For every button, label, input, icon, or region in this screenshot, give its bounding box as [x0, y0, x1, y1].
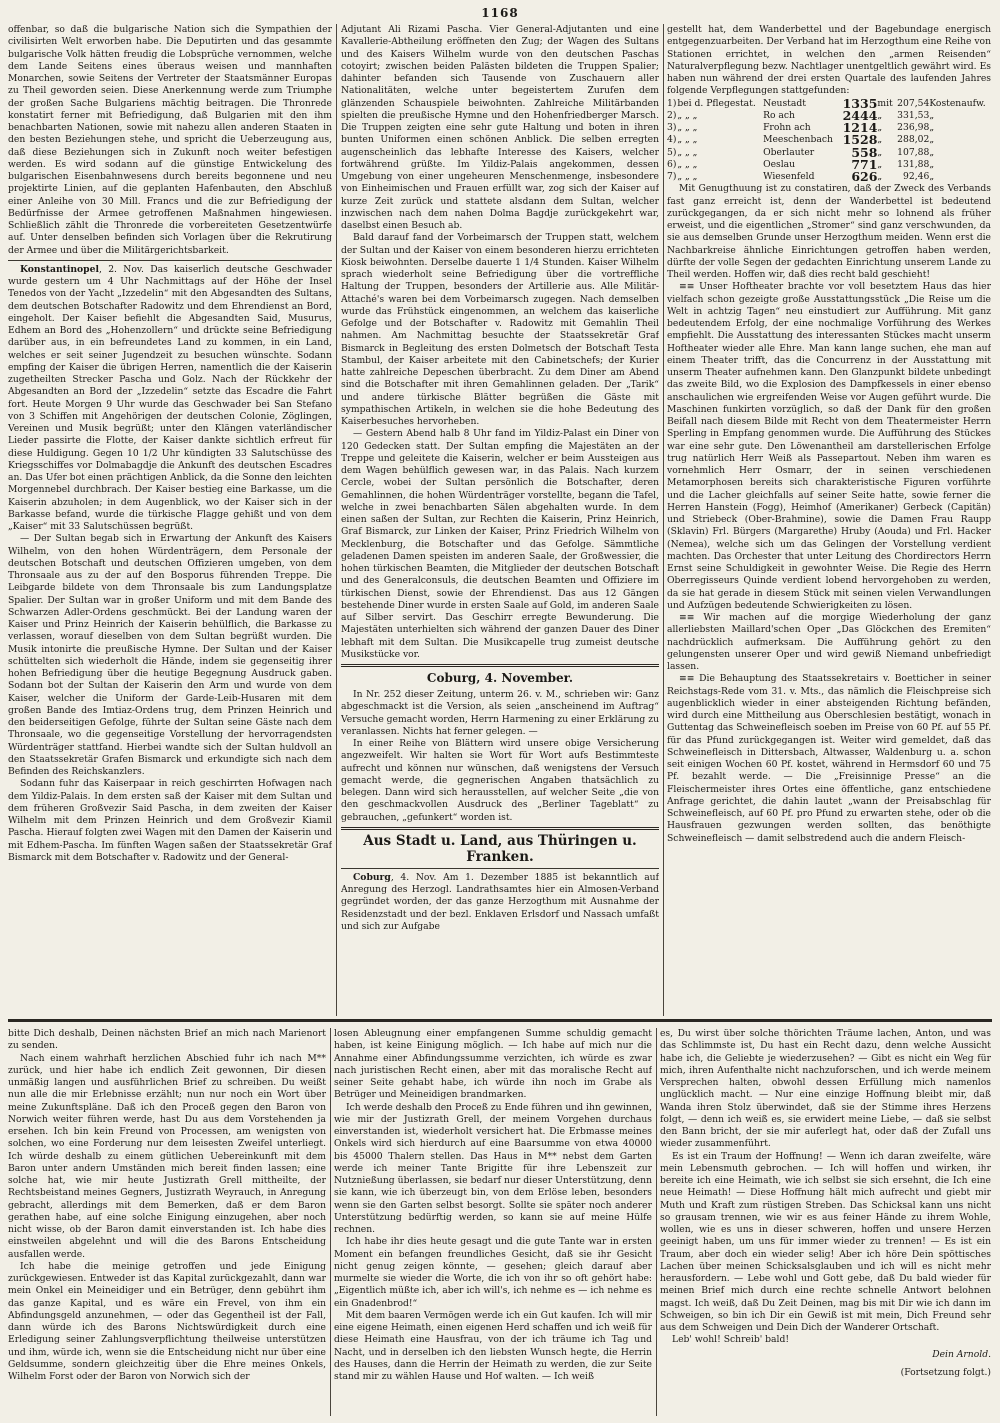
continued-note: (Fortsetzung folgt.) — [900, 1366, 991, 1378]
row-unit: „ — [877, 146, 883, 158]
row-unit: mit — [877, 97, 893, 109]
column-rule — [663, 24, 664, 1016]
serial-paragraph: Ich werde deshalb den Proceß zu Ende führen und ihn gewinnen, wie mir der Justizrath Grell, der meinem Vorgehen durchaus einverstanden ist, wiederholt versichert hat. Die Erbmasse meines Onkels wird sich hierdurch auf eine Baarsumme von etwa 40000 bis 45000 Thalern stellen. Das Haus in M** nebst dem Garten werde ich meiner Tante Brigitte für ihre Lebenszeit zur Nutznießung überlassen, sie bedarf nur dieser Unterstützung, denn sie kann, wie ich überzeugt bin, von dem Erlöse leben, besonders wenn sie den Garten selbst besorgt. Sollte sie später noch anderer Unterstützung bedürftig werden, so kann sie auf meine Hülfe rechnen. — [334, 1101, 652, 1235]
amount-value: 236,98 — [897, 122, 930, 133]
serial-paragraph: Ich habe die meinige getroffen und jede Einigung zurückgewiesen. Entweder ist das Kapital zurückgezahlt, dann war mein Onkel ein Meineidiger und ein Betrüger, denn gebührt ihm das ganze Kapital, und es wäre ein Frevel, von ihm ein Abfindungsgeld anzunehmen, — oder das Gegentheil ist der Fall, dann würde ich des Barons Nichtswürdigkeit durch eine Erledigung seiner Zahlungsverpflichtung theilweise unterstützen und ihm, würde ich, wenn sie die Entscheidung nicht nur über eine Geldsumme, sondern gleichzeitig über die Ehre meines Onkels, Wilhelm Forst oder der Baron von Norwich sich der — [8, 1260, 326, 1382]
column-2 — [341, 24, 659, 1016]
article-paragraph: offenbar, so daß die bulgarische Nation sich die Sympathien der civilisirten Welt erworben habe. Die Deputirten und das gesammte bulgarische Volk hätten freudig die Lobsprüche vernommen, welche dem Lande Seitens eines überaus weisen und mannhaften Monarchen, sowie Seitens der Vertreter der Staatsmänner Europas zu Theil geworden seien. Diese Anerkennung werde zum Triumphe der großen Sache Bulgariens mächtig beitragen. Die Thronrede konstatirt ferner mit Befriedigung, daß Bulgarien mit den ihm benachbarten Nationen, sowie mit nahezu allen anderen Staaten in den besten Beziehungen stehe, und spricht die Ueberzeugung aus, daß diese Beziehungen sich in Zukunft noch weiter befestigen werden. Es wird sodann auf die günstige Entwickelung des bulgarischen Eisenbahnwesens durch bereits begonnene und neu projektirte Linien, auf die geplanten Hafenbauten, den Abschluß einer Anleihe von 30 Mill. Francs und die zur Befriedigung der Bedürfnisse der Armee getroffenen Maßnahmen hingewiesen. Schließlich zählt die Thronrede die vorbereiteten Gesetzentwürfe auf. Unter denselben befinden sich Vorlagen über die Rekrutirung der Armee und über die Militärgerichtsbarkeit. — [8, 24, 332, 256]
column-1 — [8, 24, 332, 1016]
station-name: Oeslau — [763, 158, 796, 170]
row-number: 5) — [667, 146, 677, 158]
serial-paragraph: bitte Dich deshalb, Deinen nächsten Brief an mich nach Marienort zu senden. — [8, 1028, 326, 1052]
count-value: 1214 — [842, 120, 878, 135]
article-text: , 4. Nov. Am 1. Dezember 1885 ist bekanntlich auf Anregung des Herzogl. Landrathsamtes hier ein Almosen-Verband gegründet worden, der das ganze Herzogthum mit Ausnahme der Residenzstadt und der bezl. Enklaven Erlsdorf und Nassach umfaßt und sich zur Aufgabe — [341, 871, 659, 932]
serial-paragraph: es, Du wirst über solche thörichten Träume lachen, Anton, und was das Schlimmste ist, Du hast ein Recht dazu, denn welche Aussicht habe ich, die Geliebte je wiederzusehen? — Gibt es nicht ein Weg für mich, ihren Aufenthalte nicht nachzuforschen, und ich werde meinem Versprechen halten, obwohl dessen Erfüllung mich namenlos unglücklich macht. — Nur eine einzige Hoffnung bleibt mir, daß Wanda ihren Stolz überwindet, daß sie der Stimme ihres Herzens folgt, — denn ich weiß es, sie erwidert meine Liebe, — daß sie selbst den Bann bricht, der sie mir auferlegt hat, oder daß der Zufall uns wieder zusammenführt. — [660, 1028, 991, 1150]
row-number: 1) — [667, 97, 677, 109]
row-prefix: „ „ „ — [677, 109, 698, 121]
count-value: 771 — [851, 156, 878, 172]
section-rule — [341, 868, 659, 869]
row-number: 3) — [667, 122, 677, 133]
column-rule — [330, 1028, 331, 1416]
row-unit: „ — [877, 171, 883, 182]
row-unit: „ — [877, 158, 883, 170]
section-rule — [341, 827, 659, 830]
article-paragraph: In einer Reihe von Blättern wird unsere obige Versicherung angezweifelt. Wir halten sie Wort für Wort aufs Bestimmteste aufrecht und können nur wünschen, daß wenigstens der Versuch gemacht werde, die gegnerischen Angaben thatsächlich zu belegen. Dann wird sich herausstellen, auf welcher Seite „die von den geschmackvollen Ausdruck des „Berliner Tageblatt“ zu gebrauchen, „gefunkert“ worden ist. — [341, 738, 659, 823]
serial-paragraph: Es ist ein Traum der Hoffnung! — Wenn ich daran zweifelte, wäre mein Lebensmuth gebrochen. — Ich will hoffen und wirken, ihr bereite ich eine Heimath, wie ich selbst sie sich ersehnt, die Ich eine neue Heimath! — Diese Hoffnung hält mich aufrecht und giebt mir Muth und Kraft zum rüstigen Streben. Das Schicksal kann uns nicht so grausam trennen, wie wir es aus feiner Hände zu ihrem Wohle, wollen, wie es uns in dieser schweren, hoffen und unsere Herzen geeinigt haben, um uns für immer wieder zu trennen! — Es ist ein Traum, aber doch ein wieder selig! Aber ich höre Dein spöttisches Lachen über meinen Schicksalsglauben und ich will es nicht mehr herausfordern. — Lebe wohl und Gott gebe, daß Du bald wieder für meinen Brief mich durch eine rechte schnelle Antwort belohnen magst. Ich weiß, daß Du Zeit Deinen, mag bis mit Dir wie ich dann im Schweigen, so bin ich Dir ein Gewiß ist mit mein, Dich Freund sehr aus dem Schweigen und Dein Dich der Wanderer Ortschaft. — [660, 1150, 991, 1333]
article-divider — [8, 260, 332, 261]
article-paragraph: Adjutant Ali Rizami Pascha. Vier General-Adjutanten und eine Kavallerie-Abtheilung eröffneten den Zug; der Wagen des Sultans und des Kaisers Wilhelm wurde von den deutschen Paschas cotoyirt; zwischen beiden Palästen bildeten die Truppen Spalier; dahinter befanden sich Tausende von Zuschauern aller Nationalitäten, welche unter begeistertem Zurufen dem glänzenden Schauspiele beiwohnten. Zahlreiche Militärbanden spielten die preußische Hymne und den Hohenfriedberger Marsch. Die Truppen zeigten eine sehr gute Haltung und boten in ihren bunten Uniformen einen schönen Anblick. Die selben erregten augenscheinlich das lebhafte Interesse des Kaisers, welcher fortwährend grüßte. Im Yildiz-Palais angekommen, dessen Umgebung von einer ungeheuren Menschenmenge, insbesondere von Einheimischen und Frauen erfüllt war, zog sich der Kaiser auf kurze Zeit zurück und stattete alsdann dem Sultan, welcher inzwischen nach dem nahen Dolma Bagdje zurückgekehrt war, daselbst einen Besuch ab. — [341, 24, 659, 231]
amount-value: 288,02 — [897, 134, 930, 146]
column-rule — [656, 1028, 657, 1416]
count-value: 1335 — [842, 95, 878, 111]
station-name: Oberlauter — [763, 146, 815, 158]
article-paragraph: Bald darauf fand der Vorbeimarsch der Truppen statt, welchem der Sultan und der Kaiser von einem besonderen hierzu errichteten Kiosk beiwohnten. Derselbe dauerte 1 1/4 Stunden. Kaiser Wilhelm sprach wiederholt seine Befriedigung über die vortreffliche Haltung der Truppen, besonders der Artillerie aus. Alle Militär-Attaché's waren bei dem Vorbeimarsch zugegen. Nach demselben wurde das Frühstück eingenommen, an welchem das kaiserliche Gefolge und der Botschafter v. Radowitz mit Gemahlin Theil nahmen. Am Nachmittag besuchte der Staatssekretär Graf Bismarck in Begleitung des ersten Dolmetsch der Botschaft Testa Stambul, der Kaiser arbeitete mit den Cabinetschefs; der Kurier hatte zahlreiche Depeschen überbracht. Zu dem Diner am Abend sind die Botschafter mit ihren Gemahlinnen geladen. Der „Tarik“ und andere türkische Blätter begrüßen die Gäste mit sympathischen Artikeln, in welchen sie die hohe Bedeutung des Kaiserbesuches hervorheben. — [341, 232, 659, 427]
serial-paragraph: Mit dem baaren Vermögen werde ich ein Gut kaufen. Ich will mir eine eigene Heimath, einen eigenen Herd schaffen und ich weiß für diese Heimath eine Hausfrau, von der ich träume ich Tag und Nacht, und in derselben ich den liebsten Wunsch hegte, die Herrin des Hauses, dann die Herrin der Heimath zu werden, die zur Seite stand mir zu wählen Hause und Hof walten. — Ich weiß — [334, 1309, 652, 1382]
row-unit: „ — [877, 134, 883, 146]
row-suffix: „ — [929, 109, 935, 121]
serial-paragraph: losen Ableugnung einer empfangenen Summe schuldig gemacht haben, ist keine Einigung möglich. — Ich habe auf mich nur die Annahme einer Abfindungssumme verzichten, ich würde es zwar nach juristischen Recht einen, aber mit das moralische Recht auf seiner Seite gehabt habe, ich würde ihn noch im Grabe als Betrüger und Meineidigen brandmarken. — [334, 1028, 652, 1101]
article-paragraph: ≡≡ Unser Hoftheater brachte vor voll besetztem Haus das hier vielfach schon gezeigte große Ausstattungsstück „Die Reise um die Welt in achtzig Tagen“ neu einstudiert zur Aufführung. Mit ganz bedeutendem Erfolg, der eine nochmalige Vorführung des Werkes empfiehlt. Die Ausstattung des interessanten Stückes macht unserm Hoftheater wieder alle Ehre. Man kann lange suchen, ehe man auf einem Theater trifft, das die Concurrenz in der Ausstattung mit unserm Theater aufnehmen kann. Den Glanzpunkt bildete unbedingt das zweite Bild, wo die Explosion des Dampfkessels in einer ebenso anschaulichen wie ergreifenden Weise vor Augen geführt wurde. Die Maschinen funkirten vorzüglich, so daß der Dank für den großen Beifall nach diesem Bilde mit Recht von dem Theatermeister Herrn Sperling in Empfang genommen wurde. Die Aufführung des Stückes war eine sehr gute. Den Löwenantheil am darstellerischen Erfolge trug natürlich Herr Weiß als Passepartout. Neben ihm waren es vornehmlich Herr Osmarr, der in seinen verschiedenen Metamorphosen bereits sich charakteristische Figuren vorführte und die Lacher gleichfalls auf seiner Seite hatte, sowie ferner die Herren Hanstein (Fogg), Heimhof (Amerikaner) Gerbeck (Capitän) und Striebeck (Ober-Brahmine), sowie die Damen Frau Raupp (Sklavin) Frl. Bürgers (Margarethe) Hruby (Aouda) und Frl. Hacker (Nemea), welche sich um das Gelingen der Vorstellung verdient machten. Das Orchester that unter Leitung des Chordirectors Herrn Ernst seine Schuldigkeit in gewohnter Weise. Die Regie des Herrn Oberregisseurs Quinde verdient lobend hervorgehoben zu werden, da sie hat gerade in diesem Stück mit seinen vielen Verwandlungen und Aufzügen bedeutende Schwierigkeiten zu lösen. — [667, 281, 991, 611]
row-number: 4) — [667, 134, 677, 146]
station-name: Ro ach — [763, 109, 795, 121]
dateline: Konstantinopel — [20, 263, 99, 275]
section-heading-local: Aus Stadt u. Land, aus Thüringen u. Franken. — [363, 832, 637, 865]
section-rule — [341, 664, 659, 667]
article-text: , 2. Nov. Das kaiserlich deutsche Geschwader wurde gestern um 4 Uhr Nachmittags auf der Höhe der Insel Tenedos von der Yacht „Izzedelin“ mit den Abgesandten des Sultans, dem deutschen Botschafter Radowitz und dem Ehrendienst an Bord, eingeholt. Der Kaiser befiehlt die Abgesandten Said, Musurus, Edhem an Bord des „Hohenzollern“ und drückte seine Befriedigung darüber aus, in ein befreundetes Land zu kommen, in ein Land, welches er seit seiner Jugendzeit zu besuchen wünschte. Sodann empfing der Kaiser die übrigen Herren, namentlich die der Kaiserin zugetheilten Strecker Pascha und Golz. Nach der Rückkehr der Abgesandten an Bord der „Izzedelin“ setzte das Escadre die Fahrt fort. Heute Morgen 9 Uhr wurde das Geschwader bei San Stefano von 3 Schiffen mit Angehörigen der deutschen Colonie, Zöglingen, Vereinen und Musik begrüßt; unter den Klängen vaterländischer Lieder passirte die Flotte, der Kaiser dankte sichtlich erfreut für diese Huldigung. Gegen 10 1/2 Uhr kündigten 33 Salutschüsse des Kriegsschiffes vor Dolmabagdje die Ankunft des deutschen Escadres an. Das Ufer bot einen prächtigen Anblick, da die Sonne den leichten Morgennebel durchbrach. Der Kaiser bestieg eine Barkasse, um die Kaiserin abzuholen; in dem Augenblick, wo der Kaiser sich in der Barkasse befand, wurde die türkische Flagge gehißt und von dem „Kaiser“ mit 33 Salutschüssen begrüßt. — [8, 263, 332, 532]
article-paragraph: Mit Genugthuung ist zu constatiren, daß der Zweck des Verbands fast ganz erreicht ist, denn der Wanderbettel ist bedeutend zurückgegangen, da er sich nicht mehr so lohnend als früher erweist, und die eigentlichen „Stromer“ sind ganz verschwunden, da sie aus demselben Grunde unser Herzogthum meiden. Wenn erst die Nachbarkreise ähnliche Einrichtungen getroffen haben werden, dürfte der volle Segen der gedachten Einrichtung unserem Lande zu Theil werden. Hoffen wir, daß dies recht bald geschieht! — [667, 183, 991, 280]
section-heading-coburg: Coburg, 4. November. — [426, 671, 574, 685]
amount-value: 107,88 — [897, 146, 930, 158]
statistics-table — [667, 95, 991, 184]
serial-paragraph: Ich habe ihr dies heute gesagt und die gute Tante war in ersten Moment ein befangen freundliches Gesicht, daß sie ihr Gesicht nicht genug zeigen könnte, — gesehen; gleich darauf aber murmelte sie wieder die Worte, die ich von ihr so oft gehört habe: „Eigentlich müßte ich, aber ich will's, ich nehme es — ich nehme es ein Gnadenbrod!“ — [334, 1236, 652, 1309]
article-paragraph: — Der Sultan begab sich in Erwartung der Ankunft des Kaisers Wilhelm, von den hohen Würdenträgern, dem Personale der deutschen Botschaft und deutschen Offizieren umgeben, von dem Thronsaale aus zu der auf den Bosporus führenden Treppe. Die Leibgarde bildete von dem Thronsaale bis zum Landungsplatze Spalier. Der Sultan war in großer Uniform und mit dem Bande des Schwarzen Adler-Ordens geschmückt. Bei der Landung waren der Kaiser und Prinz Heinrich der Kaiserin behülflich, die Barkasse zu verlassen, worauf dieselben von dem Sultan begrüßt wurden. Die Musik intonirte die preußische Hymne. Der Sultan und der Kaiser schüttelten sich wiederholt die Hände, indem sie gegenseitig ihrer hohen Befriedigung über die heutige Begegnung Ausdruck gaben. Sodann bot der Sultan der Kaiserin den Arm und wurde von dem Kaiser, welcher die Uniform der Garde-Leib-Husaren mit dem großen Bande des Imtiaz-Ordens trug, dem Prinzen Heinrich und den beiderseitigen Gefolge, führte der Sultan seine Gäste nach dem Thronsaale, wo die gegenseitige Vorstellung der hervorragendsten Würdenträger stattfand. Hierbei wandte sich der Sultan huldvoll an den Staatssekretär Grafen Bismarck und erkundigte sich nach dem Befinden des Reichskanzlers. — [8, 533, 332, 777]
column-rule — [336, 24, 337, 1016]
serial-column-1 — [8, 1028, 326, 1416]
column-3 — [667, 24, 991, 1016]
article-paragraph: In Nr. 252 dieser Zeitung, unterm 26. v. M., schrieben wir: Ganz abgeschmackt ist die Version, als seien „anscheinend im Auftrag“ Versuche gemacht worden, Herrn Harmening zu einer Erklärung zu veranlassen. Nichts hat ferner gelegen. — — [341, 689, 659, 737]
row-suffix: „ — [929, 146, 935, 158]
statistics-row — [667, 134, 991, 146]
station-name: Neustadt — [763, 97, 806, 109]
count-value: 626 — [851, 169, 878, 184]
row-prefix: „ „ „ — [677, 158, 698, 170]
article-paragraph — [8, 264, 332, 534]
row-prefix: „ „ „ — [677, 171, 698, 182]
statistics-row — [667, 110, 991, 122]
row-suffix: „ — [929, 171, 935, 182]
amount-value: 131,88 — [897, 158, 930, 170]
row-suffix: „ — [929, 122, 935, 133]
amount-value: 92,46 — [903, 171, 930, 182]
serial-column-3 — [660, 1028, 991, 1416]
row-prefix: „ „ „ — [677, 134, 698, 146]
serial-paragraph: Nach einem wahrhaft herzlichen Abschied fuhr ich nach M** zurück, und hier habe ich endlich Zeit gewonnen, Dir diesen unmäßig langen und ausführlichen Brief zu schreiben. Du weißt nun alle die mir Erlebnisse erzählt; nun nur noch ein Wort über meine Zukunftspläne. Daß ich den Proceß gegen den Baron von Norwich weiter führen werde, hast Du aus dem Vorstehenden ja ersehen. Ich bin kein Freund von Processen, am wenigsten von solchen, wo eine Forderung nur dem leisesten Zweifel unterliegt. Ich würde deshalb zu einem gütlichen Uebereinkunft mit dem Baron unter andern Umständen mich bereit finden lassen; eine solche hat, wie mir heute Justizrath Grell mittheilte, der Rechtsbeistand meines Gegners, Justizrath Weyrauch, in Anregung gebracht, allerdings mit dem Bemerken, daß er dem Baron gerathen habe, auf eine solche Einigung einzugehen, aber noch nicht wisse, ob der Baron damit einverstanden ist. Ich habe dies einstweilen abgelehnt und will die des Barons Entscheidung ausfallen werde. — [8, 1052, 326, 1260]
row-suffix: „ — [929, 158, 935, 170]
statistics-row — [667, 147, 991, 159]
amount-value: 207,54 — [897, 97, 930, 109]
row-unit: „ — [877, 122, 883, 133]
serial-column-2 — [334, 1028, 652, 1416]
row-prefix: „ „ „ — [677, 122, 698, 133]
dateline: Coburg — [353, 871, 391, 883]
statistics-row — [667, 98, 991, 110]
article-paragraph: ≡≡ Die Behauptung des Staatssekretairs v. Boetticher in seiner Reichstags-Rede vom 31. v. Mts., das nämlich die Fleischpreise sich augenblicklich wieder in einer absteigenden Richtung befänden, wird durch eine Mittheilung aus Oberschlesien bestätigt, wonach in Guttentag das Schweinefleisch soeben im Preise von 60 Pf. auf 55 Pf. für das Pfund zurückgegangen ist. Weiter wird gemeldet, daß das Schweinefleisch in Dittersbach, Altwasser, Waldenburg u. a. schon seit einigen Wochen 60 Pf. kostet, während in Hermsdorf 60 und 75 Pf. bezahlt werde. — Die „Freisinnige Presse“ an die Fleischermeister ihres Ortes eine öffentliche, ganz entschiedene Anfrage gerichtet, die dahin lautet „wann der Preisabschlag für Schweinefleisch, auf 60 Pf. pro Pfund zu erwarten stehe, oder ob die Hausfrauen gezwungen werden sollten, das benöthigte Schweinefleisch — damit selbstredend auch die andern Fleisch- — [667, 673, 991, 844]
article-paragraph: ≡≡ Wir machen auf die morgige Wiederholung der ganz allerliebsten Maillard'schen Oper „Das Glöckchen des Eremiten“ nachdrücklich aufmerksam. Die Aufführung gehört zu den gelungensten unserer Oper und wird gewiß Niemand unbefriedigt lassen. — [667, 612, 991, 672]
article-paragraph — [341, 872, 659, 933]
row-number: 7) — [667, 171, 677, 182]
row-suffix: „ — [929, 134, 935, 146]
row-number: 2) — [667, 109, 677, 121]
statistics-row — [667, 122, 991, 134]
count-value: 558 — [851, 144, 878, 160]
section-separator — [8, 1019, 992, 1022]
statistics-row — [667, 171, 991, 183]
page-number: 1168 — [481, 6, 519, 20]
station-name: Frohn ach — [763, 122, 811, 133]
amount-value: 331,53 — [897, 109, 930, 121]
article-paragraph: gestellt hat, dem Wanderbettel und der Bagebundage energisch entgegenzuarbeiten. Der Verband hat im Herzogthum eine Reihe von Stationen errichtet, in welchen den „armen Reisenden“ Naturalverpflegung bezw. Nachtlager unentgeltlich gewährt wird. Es haben nun während der drei ersten Quartale des laufenden Jahres folgende Verpflegungen stattgefunden: — [667, 24, 991, 97]
count-value: 1528 — [842, 132, 878, 148]
row-suffix: Kostenaufw. — [929, 97, 986, 109]
count-value: 2444 — [842, 107, 878, 123]
row-prefix: bei d. Pflegestat. — [677, 97, 756, 109]
statistics-row — [667, 159, 991, 171]
article-paragraph: Sodann fuhr das Kaiserpaar in reich geschirrten Hofwagen nach dem Yildiz-Palais. In dem ersten saß der Kaiser mit dem Sultan und dem früheren Großvezir Said Pascha, in dem zweiten der Kaiser Wilhelm mit dem Prinzen Heinrich und dem Großvezir Kiamil Pascha. Hierauf folgten zwei Wagen mit den Damen der Kaiserin und mit Edhem-Pascha. Im fünften Wagen saßen der Staatssekretär Graf Bismarck mit dem Botschafter v. Radowitz und der General- — [8, 778, 332, 863]
station-name: Wiesenfeld — [763, 171, 815, 182]
row-prefix: „ „ „ — [677, 146, 698, 158]
row-number: 6) — [667, 158, 677, 170]
serial-paragraph: Leb' wohl! Schreib' bald! — [672, 1334, 790, 1346]
station-name: Meeschenbach — [763, 134, 833, 146]
article-paragraph: — Gestern Abend halb 8 Uhr fand im Yildiz-Palast ein Diner von 120 Gedecken statt. Der Sultan empfing die Majestäten an der Treppe und geleitete die Kaiserin, welcher er beim Aussteigen aus dem Wagen behülflich gewesen war, in das Palais. Nach kurzem Cercle, wobei der Sultan persönlich die Botschafter, deren Gemahlinnen, die hohen Würdenträger vorstellte, begann die Tafel, welche in zwei benachbarten Sälen abgehalten wurde. In dem einen saßen der Sultan, zur Rechten die Kaiserin, Prinz Heinrich, Graf Bismarck, zur Linken der Kaiser, Prinz Friedrich Wilhelm von Mecklenburg, die Botschafter und das Gefolge. Sämmtliche geladenen Damen speisten im anderen Saale, der Großwessier, die hohen türkischen Beamten, die Mitglieder der deutschen Botschaft und des Generalconsuls, die deutschen Beamten und Offiziere im türkischen Dienst, sowie der Ehrendienst. Das aus 12 Gängen bestehende Diner wurde in ersten Saale auf Gold, im anderen Saale auf Silber servirt. Das Geschirr erregte Bewunderung. Die Majestäten unterhielten sich während der ganzen Dauer des Diner lebhaft mit dem Sultan. Die Musikcapelle trug zumeist deutsche Musikstücke vor. — [341, 428, 659, 660]
row-unit: „ — [877, 109, 883, 121]
signature: Dein Arnold. — [932, 1348, 991, 1360]
